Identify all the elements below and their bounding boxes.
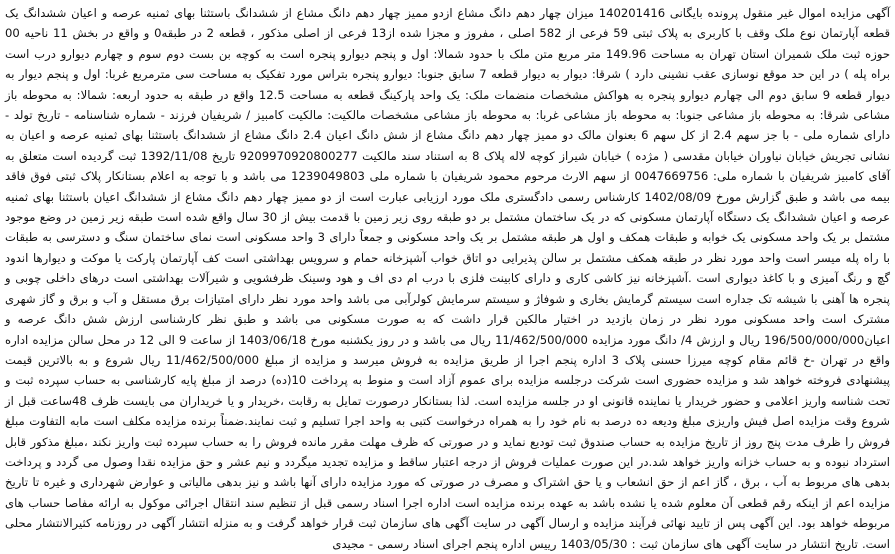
auction-notice-text: آگهی مزایده اموال غیر منقول پرونده بایگانی 140201416 میزان چهار دهم دانگ مشاع ازدو ممیز چهار دهم دانگ مشاع از ششدانگ باستثنا بهای ثمنیه عرصه و اعیان ششدانگ یک قطعه آپارتمان نوع ملک وقف با کاربری به پلاک ثبتی 59 فرعی از 582 اصلی ، مفروز و مجزا شده از13 فرعی از اصلی مذکور ، قطعه 2 در طبقه0 و واقع در بخش 11 ناحیه 00 حوزه ثبت ملک شمیران استان تهران به مساحت 149.96 متر مربع متن ملک با حدود شمالا: اول و پنجم دیوارو پنجره است به کوچه بن بست دوم سوم و چهارم دیوارو درب است براه پله ) در این حد موقع نوسازی عقب نشینی دارد ) شرقا: دیوار به دیوار قطعه 7 سابق جنوبا: دیوارو پنجره بتراس مورد تفکیک به مساحت سی مترمربع غربا: اول و پنجم دیوار به دیوار قطعه 9 سابق دوم الی چهارم دیوارو پنجره به هواکش مشخصات منضمات ملک: یک واحد پارکینگ قطعه به مساحت 12.5 واقع در طبقه به حدود اربعه: شمالا: به محوطه باز مشاعی شرقا: به محوطه باز مشاعی جنوبا: به محوطه باز مشاعی غربا: به محوطه باز مشاعی مشخصات مالکیت: مالکیت کامبیز / شریفیان فرزند - شماره شناسنامه - تاریخ تولد - دارای شماره ملی - با جز سهم 2.4 از کل سهم 6 بعنوان مالک دو ممیز چهار دهم دانگ مشاع از شش دانگ اعیان 2.4 دانگ مشاع از ششدانگ باستثنا بهای ثمنیه عرصه و اعیان به نشانی تجریش خیابان نیاوران خیابان مقدسی ( مژده ) خیابان شیراز کوچه لاله پلاک 8 به استناد سند مالکیت 9209970920800277 تاریخ 1392/11/08 ثبت گردیده است متعلق به آقای کامبیز شریفیان با شماره ملی: 0047669756 از سهم الارث مرحوم محمود شریفیان با شماره ملی 1239049803 می باشد و با توجه به اعلام بستانکار پلاک ثبتی فوق فاقد بیمه می باشد و طبق گزارش مورخ 1402/08/09 کارشناس رسمی دادگستری ملک مورد ارزیابی عبارت است از دو ممیز چهار دهم دانگ مشاع از ششدانگ اعیان باستثنا بهای ثمنیه عرصه و اعیان ششدانگ یک دستگاه آپارتمان مسکونی که در یک ساختمان مشتمل بر دو طبقه روی زیر زمین با قدمت بیش از 30 سال واقع شده است طبقه زیر زمین در وضع موجود مشتمل بر یک واحد مسکونی یک خوابه و طبقات همکف و اول هر طبقه مشتمل بر یک واحد مسکونی و جمعاً دارای 3 واحد مسکونی است نمای ساختمان سنگ و دسترسی به طبقات با راه پله میسر است واحد مورد نظر در طبقه همکف مشتمل بر سالن پذیرایی دو اتاق خواب آشپزخانه حمام و سرویس بهداشتی است کف آپارتمان پارکت یا موکت و دیوارها اندود گچ و رنگ آمیزی و با کاغذ دیواری است .آشپزخانه نیز کاشی کاری و دارای کابینت فلزی با درب ام دی اف و هود وسینک ظرفشویی و شیرآلات بهداشتی است درهای داخلی چوبی و پنجره ها آهنی با شیشه تک جداره است سیستم گرمایش بخاری و شوفاژ و سیستم سرمایش کولرآبی می باشد واحد مورد نظر دارای امتیازات برق مستقل و آب و برق و گاز شهری مشترک است واحد مسکونی مورد نظر در زمان بازدید در اختیار مالکین قرار داشت که به صورت مسکونی می باشد و طبق نظر کارشناسی ارزش شش دانگ عرصه و اعیان196/500/000/000 ریال و ارزش 4/ دانگ مورد مزایده 11/462/500/000 ریال می باشد و در روز یکشنبه مورخ 1403/06/18 از ساعت 9 الی 12 در محل سالن مزایده اداره واقع در تهران -خ قائم مقام کوچه میرزا حسنی پلاک 3 اداره پنجم اجرا از طریق مزایده به فروش میرسد و مزایده از مبلغ 11/462/500/000 ریال شروع و به بالاترین قیمت پیشنهادی فروخته خواهد شد و مزایده حضوری است شرکت درجلسه مزایده برای عموم آزاد است و منوط به پرداخت 10(ده) درصد از مبلغ پایه کارشناسی به حساب سپرده ثبت و تحت شناسه واریز اعلامی و حضور خریدار یا نماینده قانونی او در جلسه مزایده است. لذا بستانکار درصورت تمایل به رقابت ،خریدار و یا خریداران می بایست ظرف 48ساعت قبل از شروع وقت مزایده اصل فیش واریزی مبلغ ودیعه ده درصد به نام خود را به همراه درخواست کتبی به واحد اجرا تسلیم و ثبت نمایند.ضمناً برنده مزایده مکلف است مابه التفاوت مبلغ فروش را ظرف مدت پنج روز از تاریخ مزایده به حساب صندوق ثبت تودیع نماید و در صورتی که ظرف مهلت مقرر مانده فروش را به حساب سپرده ثبت واریز نکند ،مبلغ مذکور قابل استرداد نبوده و به حساب خزانه واریز خواهد شد.در این صورت عملیات فروش از درجه اعتبار ساقط و مزایده تجدید میگردد و نیم عشر و حق مزایده نقدا وصول می گردد و پرداخت بدهی های مربوط به آب ، برق ، گاز اعم از حق انشعاب و یا حق اشتراک و مصرف در صورتی که مورد مزایده دارای آنها باشد و نیز بدهی مالیاتی و عوارض شهرداری و غیره تا تاریخ مزایده اعم از اینکه رقم قطعی آن معلوم شده یا نشده باشد به عهده برنده مزایده است اداره اجرا اسناد رسمی قبل از تنظیم سند انتقال اجرائی موکول به ارائه مفاصا حساب های مربوطه خواهد بود. این آگهی پس از تایید نهائی فرآیند مزایده و ارسال آگهی در سایت آگهی های سازمان ثبت قرار خواهد گرفت و به منزله انتشار آگهی در روزنامه کثیرالانتشار محلی است. تاریخ انتشار در سایت آگهی های سازمان ثبت : 1403/05/30 رییس اداره پنجم اجرای اسناد رسمی - مجیدی	[5, 6, 891, 551]
